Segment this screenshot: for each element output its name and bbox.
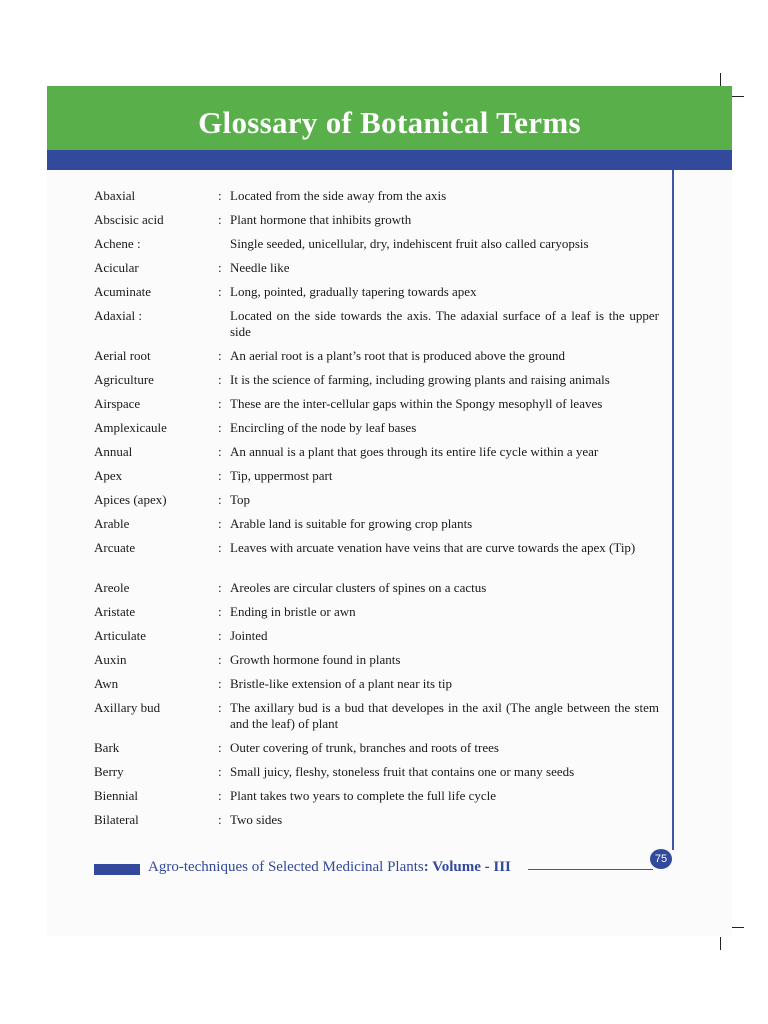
glossary-entry: [94, 516, 659, 540]
glossary-colon: :: [218, 628, 222, 643]
glossary-entry: [94, 372, 659, 396]
glossary-colon: :: [218, 212, 222, 227]
glossary-colon: :: [218, 492, 222, 507]
glossary-term: Articulate: [94, 628, 146, 643]
glossary-colon: :: [218, 372, 222, 387]
glossary-term: Airspace: [94, 396, 141, 411]
glossary-entry: [94, 604, 659, 628]
glossary-definition: It is the science of farming, including growing plants and raising animals: [230, 372, 610, 387]
glossary-colon: :: [218, 444, 222, 459]
glossary-term: Areole: [94, 580, 130, 595]
glossary-colon: :: [218, 580, 222, 595]
glossary-term: Amplexicaule: [94, 420, 167, 435]
glossary-term: Acuminate: [94, 284, 152, 299]
glossary-definition: Two sides: [230, 812, 283, 827]
glossary-colon: :: [218, 700, 222, 715]
glossary-entry: [94, 580, 659, 604]
glossary-definition: Ending in bristle or awn: [230, 604, 356, 619]
glossary-term: Acicular: [94, 260, 139, 275]
crop-mark-top-horizontal: [732, 96, 744, 97]
glossary-colon: :: [218, 740, 222, 755]
glossary-term: Arcuate: [94, 540, 136, 555]
glossary-entry: [94, 396, 659, 420]
glossary-definition: Located from the side away from the axis: [230, 188, 447, 203]
glossary-definition: Bristle-like extension of a plant near its tip: [230, 676, 453, 691]
glossary-entry: [94, 628, 659, 652]
glossary-colon: [218, 308, 230, 348]
footer-text: [148, 859, 511, 876]
glossary-definition: Growth hormone found in plants: [230, 652, 401, 667]
glossary-colon: :: [218, 260, 222, 275]
glossary-colon: :: [218, 812, 222, 827]
footer-separator: :: [423, 859, 433, 875]
glossary-list: [94, 188, 659, 836]
glossary-definition: Needle like: [230, 260, 290, 275]
glossary-term: Auxin: [94, 652, 127, 667]
glossary-term: Abscisic acid: [94, 212, 164, 227]
glossary-colon: :: [218, 468, 222, 483]
page-title: Glossary of Botanical Terms: [198, 105, 581, 140]
glossary-entry: [94, 740, 659, 764]
glossary-colon: :: [218, 652, 222, 667]
glossary-term: Apex: [94, 468, 123, 483]
glossary-colon: :: [218, 764, 222, 779]
glossary-entry: [94, 308, 659, 348]
glossary-entry: [94, 788, 659, 812]
glossary-entry: [94, 492, 659, 516]
glossary-definition: Single seeded, unicellular, dry, indehiscent fruit also called caryopsis: [230, 236, 589, 251]
glossary-colon: :: [218, 516, 222, 531]
glossary-term: Abaxial: [94, 188, 136, 203]
glossary-term: Aerial root: [94, 348, 151, 363]
glossary-term: Aristate: [94, 604, 136, 619]
glossary-definition: Small juicy, fleshy, stoneless fruit that contains one or many seeds: [230, 764, 575, 779]
glossary-definition: The axillary bud is a bud that developes in the axil (The angle between the stem and the leaf) of plant: [230, 700, 659, 731]
glossary-colon: :: [218, 420, 222, 435]
glossary-term: Bilateral: [94, 812, 139, 827]
page-number-badge: [650, 849, 672, 869]
glossary-definition: Long, pointed, gradually tapering towards apex: [230, 284, 477, 299]
glossary-entry: [94, 540, 659, 580]
glossary-entry: [94, 284, 659, 308]
glossary-colon: :: [218, 604, 222, 619]
glossary-term: Annual: [94, 444, 133, 459]
glossary-entry: [94, 188, 659, 212]
glossary-entry: [94, 812, 659, 836]
page-number: 75: [654, 853, 668, 865]
glossary-definition: Located on the side towards the axis. The adaxial surface of a leaf is the upper side: [230, 308, 659, 339]
glossary-entry: [94, 236, 659, 260]
glossary-colon: [218, 236, 230, 260]
footer-bar: [94, 864, 140, 875]
glossary-colon: :: [218, 540, 222, 555]
glossary-colon: :: [218, 188, 222, 203]
glossary-entry: [94, 260, 659, 284]
glossary-term: Bark: [94, 740, 120, 755]
glossary-term: Adaxial :: [94, 308, 143, 323]
glossary-definition: Leaves with arcuate venation have veins that are curve towards the apex (Tip): [230, 540, 636, 555]
glossary-colon: :: [218, 348, 222, 363]
glossary-colon: :: [218, 396, 222, 411]
glossary-term: Awn: [94, 676, 119, 691]
glossary-entry: [94, 420, 659, 444]
book-title: Agro-techniques of Selected Medicinal Plants: [148, 859, 424, 875]
glossary-entry: [94, 468, 659, 492]
glossary-definition: Top: [230, 492, 251, 507]
glossary-definition: Areoles are circular clusters of spines on a cactus: [230, 580, 487, 595]
glossary-entry: [94, 348, 659, 372]
glossary-definition: Encircling of the node by leaf bases: [230, 420, 417, 435]
glossary-term: Agriculture: [94, 372, 154, 387]
glossary-term: Achene :: [94, 236, 141, 251]
glossary-colon: :: [218, 284, 222, 299]
glossary-colon: :: [218, 788, 222, 803]
glossary-term: Apices (apex): [94, 492, 167, 507]
glossary-definition: Arable land is suitable for growing crop plants: [230, 516, 473, 531]
glossary-definition: Jointed: [230, 628, 268, 643]
glossary-entry: [94, 652, 659, 676]
glossary-term: Biennial: [94, 788, 139, 803]
glossary-definition: Plant takes two years to complete the full life cycle: [230, 788, 497, 803]
header-stripe: [47, 150, 732, 170]
side-rule: [672, 170, 674, 850]
glossary-term: Axillary bud: [94, 700, 161, 715]
glossary-definition: An aerial root is a plant’s root that is produced above the ground: [230, 348, 566, 363]
glossary-colon: :: [218, 676, 222, 691]
glossary-definition: These are the inter-cellular gaps within the Spongy mesophyll of leaves: [230, 396, 603, 411]
glossary-definition: Plant hormone that inhibits growth: [230, 212, 412, 227]
crop-mark-top-vertical: [720, 73, 721, 87]
glossary-entry: [94, 212, 659, 236]
glossary-definition: An annual is a plant that goes through its entire life cycle within a year: [230, 444, 599, 459]
footer-rule: [528, 869, 653, 870]
glossary-entry: [94, 764, 659, 788]
glossary-term: Arable: [94, 516, 130, 531]
crop-mark-bottom-horizontal: [732, 927, 744, 928]
header-banner: [47, 86, 732, 150]
crop-mark-bottom-vertical: [720, 937, 721, 950]
glossary-entry: [94, 676, 659, 700]
volume-label: Volume - III: [432, 859, 511, 875]
glossary-definition: Tip, uppermost part: [230, 468, 333, 483]
glossary-definition: Outer covering of trunk, branches and roots of trees: [230, 740, 499, 755]
glossary-term: Berry: [94, 764, 124, 779]
glossary-entry: [94, 444, 659, 468]
glossary-entry: [94, 700, 659, 740]
